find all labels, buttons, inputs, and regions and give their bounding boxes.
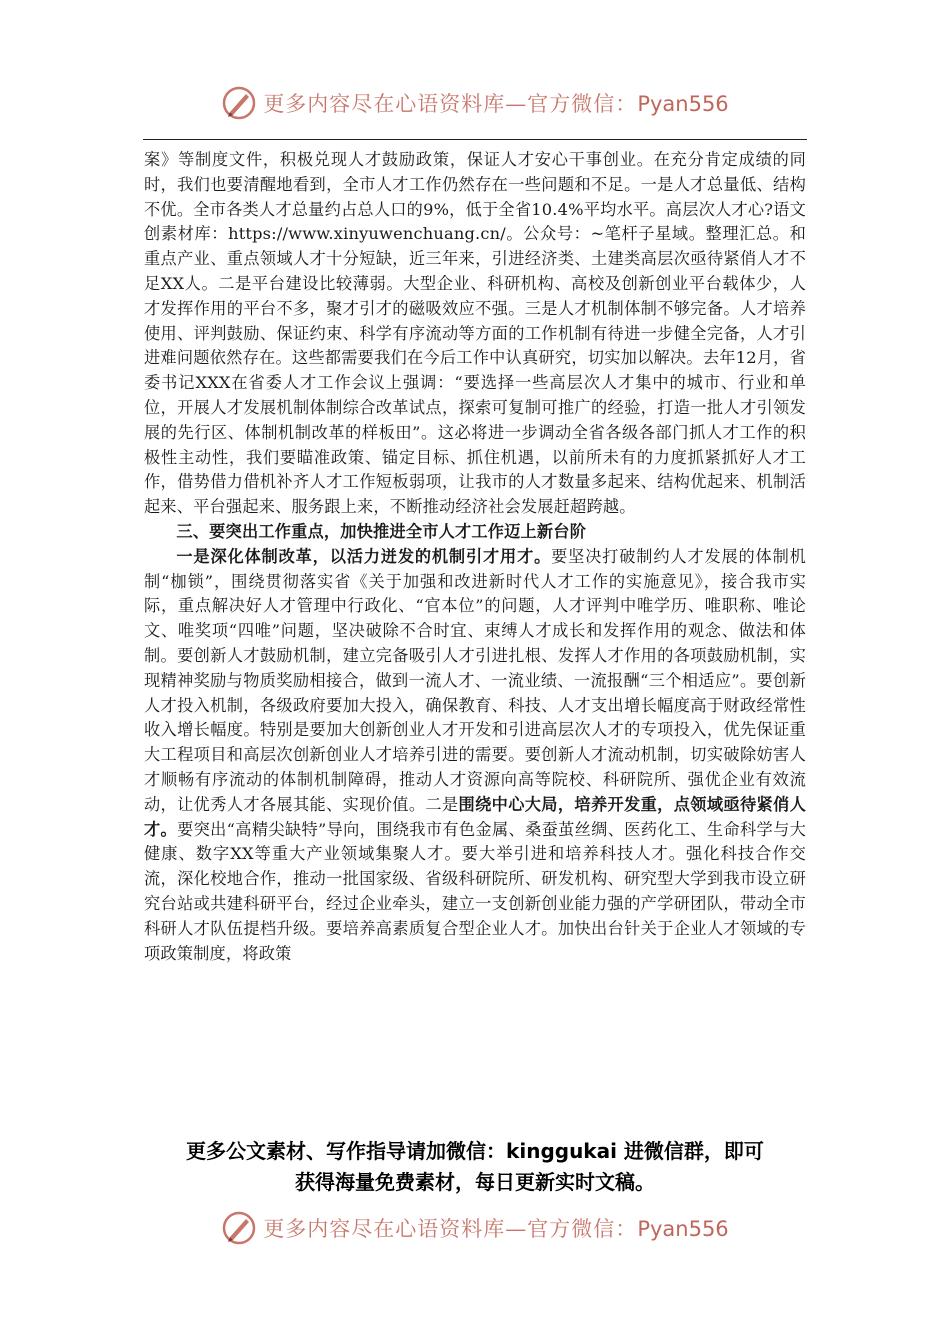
section-heading: 三、要突出工作重点，加快推进全市人才工作迈上新台阶 bbox=[176, 521, 587, 541]
watermark-text: 更多内容尽在心语资料库—官方微信：Pyan556 bbox=[263, 92, 729, 116]
pen-logo-icon bbox=[221, 1210, 257, 1246]
pen-logo-icon bbox=[221, 85, 257, 121]
bold-phrase: 围绕中心大局，培养开发重，点领域亟待紧俏人才。 bbox=[144, 794, 806, 839]
paragraph-talent-issues bbox=[144, 148, 806, 520]
header-rule bbox=[143, 139, 807, 140]
promo-note-line-2: 获得海量免费素材，每日更新实时文稿。 bbox=[295, 1170, 655, 1194]
promo-note bbox=[130, 1136, 820, 1198]
body-text-run: 要突出“高精尖缺特”导向，围绕我市有色金属、桑蚕茧丝绸、医药化工、生命科学与大健康、数字XX等重大产业领域集聚人才。要大举引进和培养科技人才。强化科技合作交流，深化校地合作，推动一批国家级、省级科研院所、研发机构、研究型大学到我市设立研究台站或共建科研平台，经过企业牵头，建立一支创新创业能力强的产学研团队，带动全市科研人才队伍提档升级。要培养高素质复合型企业人才。加快出台针关于企业人才领域的专项政策制度，将政策 bbox=[144, 819, 806, 963]
watermark-text: 更多内容尽在心语资料库—官方微信：Pyan556 bbox=[263, 1217, 729, 1241]
footer-watermark bbox=[0, 1203, 950, 1253]
header-watermark bbox=[0, 78, 950, 128]
watermark-wechat-id: Pyan556 bbox=[637, 92, 729, 116]
promo-note-line-1: 更多公文素材、写作指导请加微信：kinggukai 进微信群，即可 bbox=[186, 1139, 764, 1163]
watermark-wechat-id: Pyan556 bbox=[637, 1217, 729, 1241]
bold-phrase: 一是深化体制改革，以活力迸发的机制引才用才。 bbox=[176, 546, 552, 566]
paragraph-key-work bbox=[144, 545, 806, 967]
body-text-run: 要坚决打破制约人才发展的体制机制“枷锁”，围绕贯彻落实省《关于加强和改进新时代人才工作的实施意见》，接合我市实际，重点解决好人才管理中行政化、“官本位”的问题，人才评判中唯学历、唯职称、唯论文、唯奖项“四唯”问题，坚决破除不合时宜、束缚人才成长和发挥作用的观念、做法和体制。要创新人才鼓励机制，建立完备吸引人才引进扎根、发挥人才作用的各项鼓励机制，实现精神奖励与物质奖励相接合，做到一流人才、一流业绩、一流报酬“三个相适应”。要创新人才投入机制，各级政府要加大投入，确保教育、科技、人才支出增长幅度高于财政经常性收入增长幅度。特别是要加大创新创业人才开发和引进高层次人才的专项投入，优先保证重大工程项目和高层次创新创业人才培养引进的需要。要创新人才流动机制，切实破除妨害人才顺畅有序流动的体制机制障碍，推动人才资源向高等院校、科研院所、强优企业有效流动，让优秀人才各展其能、实现价值。二是 bbox=[144, 546, 806, 814]
document-body bbox=[144, 148, 806, 966]
body-text-run: 案》等制度文件，积极兑现人才鼓励政策，保证人才安心干事创业。在充分肯定成绩的同时，我们也要清醒地看到，全市人才工作仍然存在一些问题和不足。一是人才总量低、结构不优。全市各类人才总量约占总人口的9%，低于全省10.4%平均水平。高层次人才心?语文创素材库：https://www.xinyuwenchuang.cn/。公众号：~笔杆子星域。整理汇总。和重点产业、重点领域人才十分短缺，近三年来，引进经济类、土建类高层次亟待紧俏人才不足XX人。二是平台建设比较薄弱。大型企业、科研机构、高校及创新创业平台载体少，人才发挥作用的平台不多，聚才引才的磁吸效应不强。三是人才机制体制不够完备。人才培养使用、评判鼓励、保证约束、科学有序流动等方面的工作机制有待进一步健全完备，人才引进难问题依然存在。这些都需要我们在今后工作中认真研究，切实加以解决。去年12月，省委书记XXX在省委人才工作会议上强调：“要选择一些高层次人才集中的城市、行业和单位，开展人才发展机制体制综合改革试点，探索可复制可推广的经验，打造一批人才引领发展的先行区、体制机制改革的样板田”。这必将进一步调动全省各级各部门抓人才工作的积极性主动性，我们要瞄准政策、锚定目标、抓住机遇，以前所未有的力度抓紧抓好人才工作，借势借力借机补齐人才工作短板弱项，让我市的人才数量多起来、结构优起来、机制活起来、平台强起来、服务跟上来，不断推动经济社会发展赶超跨越。 bbox=[144, 150, 806, 517]
